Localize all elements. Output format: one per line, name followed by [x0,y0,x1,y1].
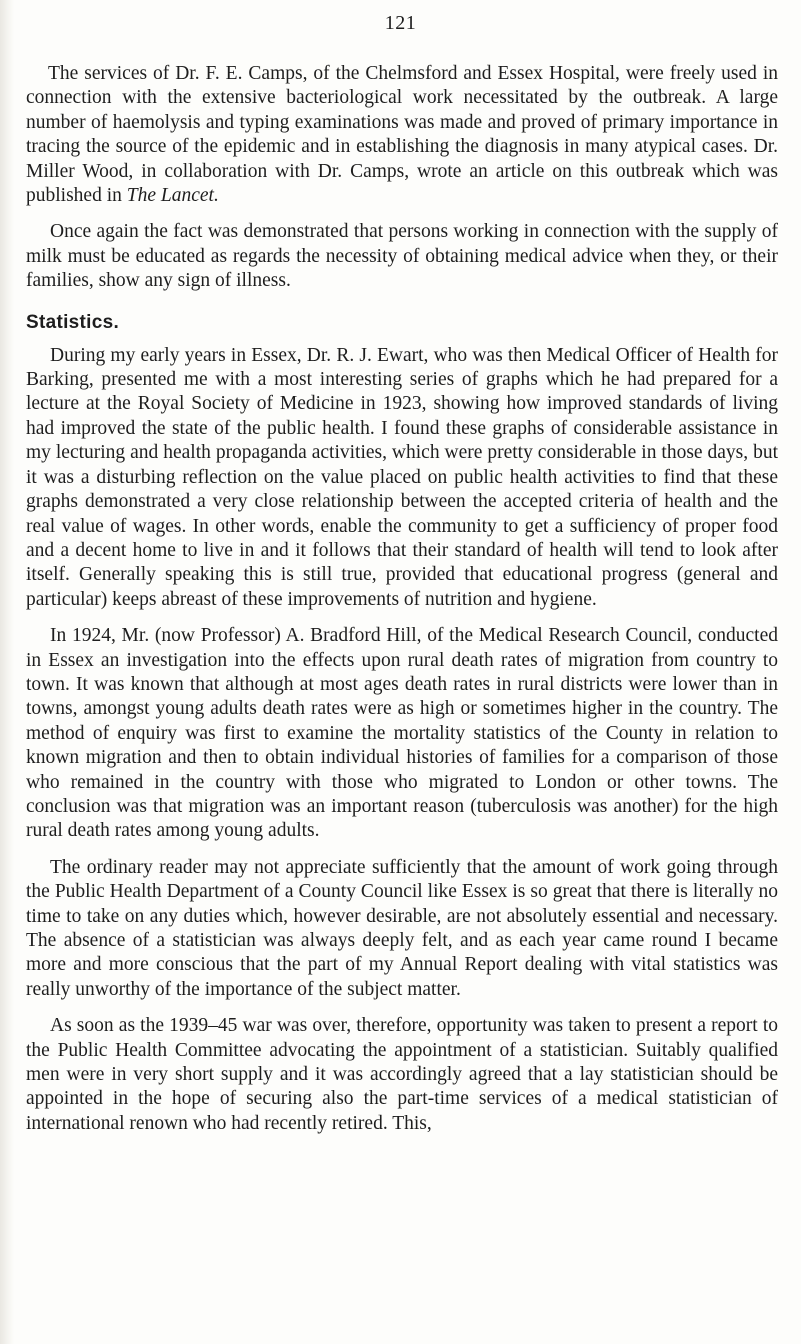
paragraph-statistician: As soon as the 1939–45 war was over, therefore, opportunity was taken to present a report to the Public Health Committee advocating the appointment of a statistician. Suitably qualified men were in very short supply and it was accordingly agreed that a lay statistician should be appointed in the hope of securing also the part-time services of a medical statistician of international renown who had recently retired. This, [26,1015,778,1134]
binding-gutter-shadow [0,0,14,1344]
page-number: 121 [384,12,417,34]
journal-title: The Lancet. [126,185,219,207]
paragraph-bradford-hill: In 1924, Mr. (now Professor) A. Bradford Hill, of the Medical Research Council, conducted in Essex an investigation into the effects upon rural death rates of migration from country to town. It was known that although at most ages death rates in rural districts were lower than in towns, amongst young adults death rates were as high or sometimes higher in the country. The method of enquiry was first to examine the mortality statistics of the County in relation to known migration and then to obtain individual histories of families for a comparison of those who remained in the country with those who migrated to London or other towns. The conclusion was that migration was an important reason (tuberculosis was another) for the high rural death rates among young adults. [26,625,778,842]
section-heading-statistics: Statistics. [26,311,120,333]
paragraph-ewart-graphs: During my early years in Essex, Dr. R. J. Ewart, who was then Medical Officer of Health for Barking, presented me with a most interesting series of graphs which he had prepared for a lecture at the Royal Society of Medicine in 1923, showing how improved standards of living had improved the state of the public health. I found these graphs of considerable assistance in my lecturing and health propaganda activities, which were pretty considerable in those days, but it was a disturbing reflection on the value placed on public health activities to find that these graphs demonstrated a very close relationship between the accepted criteria of health and the real value of wages. In other words, enable the community to get a sufficiency of proper food and a decent home to live in and it follows that their standard of health will tend to look after itself. Generally speaking this is still true, provided that educational progress (general and particular) keeps abreast of these improvements of nutrition and hygiene. [26,344,778,610]
paragraph-camps-services [26,62,778,208]
body-text [26,62,778,1136]
paragraph-workload: The ordinary reader may not appreciate sufficiently that the amount of work going through the Public Health Department of a County Council like Essex is so great that there is literally no time to take on any duties which, however desirable, are not absolutely essential and necessary. The absence of a statistician was always deeply felt, and as each year came round I became more and more conscious that the part of my Annual Report dealing with vital statistics was really unworthy of the importance of the subject matter. [26,856,778,1000]
paragraph-milk-supply: Once again the fact was demonstrated that persons working in connection with the supply of milk must be educated as regards the necessity of obtaining medical advice when they, or their families, show any sign of illness. [26,221,778,292]
paragraph-camps-text: The services of Dr. F. E. Camps, of the Chelmsford and Essex Hospital, were freely used in connection with the extensive bacteriological work necessitated by the outbreak. A large number of haemolysis and typing examinations was made and proved of primary importance in tracing the source of the epidemic and in establishing the diagnosis in many atypical cases. Dr. Miller Wood, in collaboration with Dr. Camps, wrote an article on this outbreak which was published in [26,63,778,207]
